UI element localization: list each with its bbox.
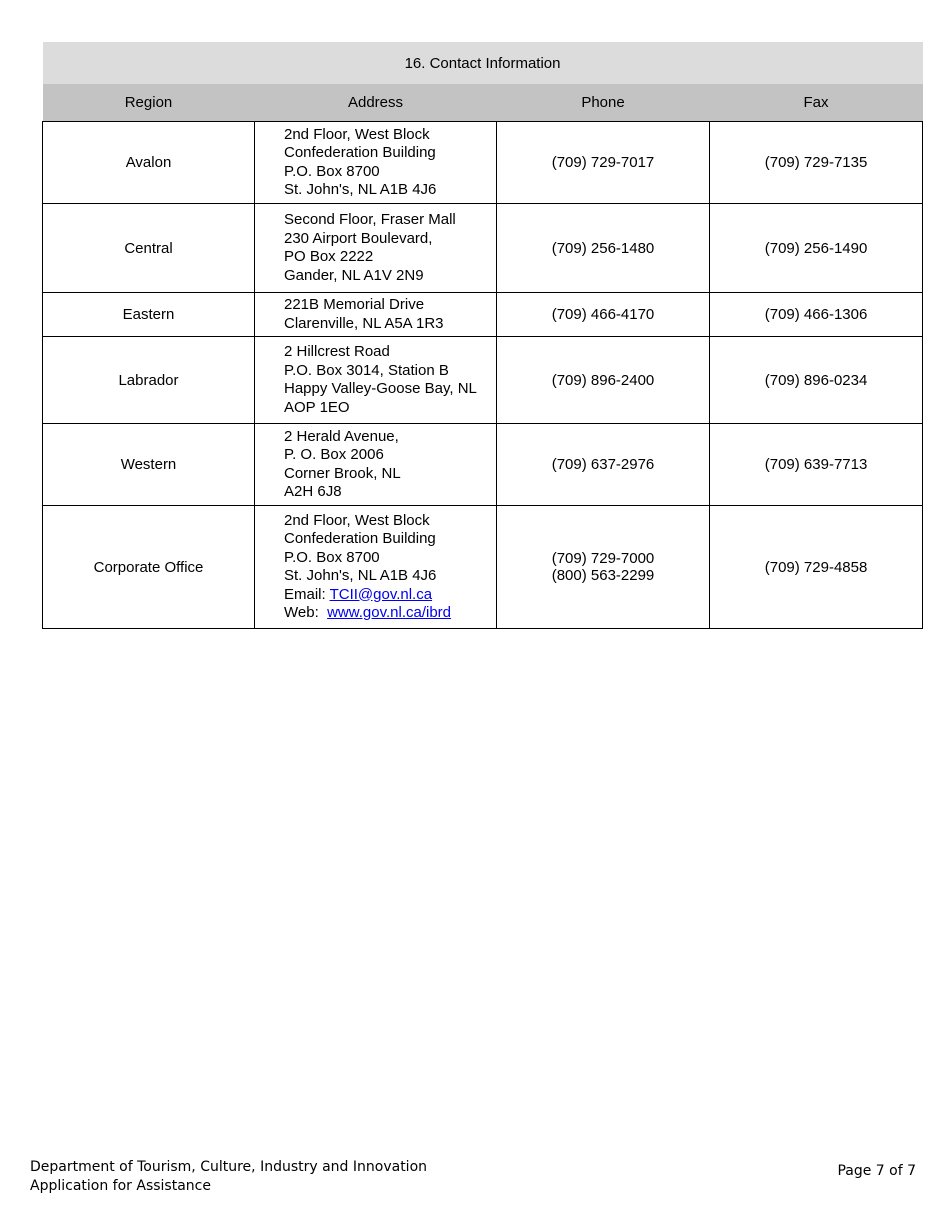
phone-number: (709) 729-7017: [551, 154, 655, 171]
address-line: P. O. Box 2006: [284, 446, 384, 463]
address-line: P.O. Box 8700: [284, 162, 380, 180]
region-cell: Corporate Office: [43, 506, 255, 629]
fax-cell: (709) 639-7713: [710, 424, 923, 506]
website-link[interactable]: www.gov.nl.ca/ibrd: [327, 604, 452, 621]
email-label: Email:: [284, 585, 330, 603]
address-line: Second Floor, Fraser Mall: [284, 211, 456, 228]
web-label: Web:: [284, 604, 328, 621]
region-cell: Labrador: [43, 337, 255, 424]
footer-department: Department of Tourism, Culture, Industry and Innovation: [30, 1159, 428, 1175]
fax-cell: (709) 729-4858: [710, 506, 923, 629]
fax-cell: (709) 256-1490: [710, 204, 923, 293]
address-line: A2H 6J8: [284, 483, 342, 500]
column-header-phone: Phone: [497, 84, 710, 122]
address-line: Corner Brook, NL: [284, 464, 401, 482]
address-line: Confederation Building: [284, 144, 436, 161]
phone-number: (709) 896-2400: [551, 371, 655, 389]
table-row-corporate-office: [43, 506, 923, 629]
table-row-western: [43, 424, 923, 506]
phone-number: (709) 637-2976: [551, 456, 655, 473]
footer-document-name: Application for Assistance: [30, 1178, 211, 1194]
address-line: AOP 1EO: [284, 398, 350, 416]
address-line: PO Box 2222: [284, 248, 374, 265]
email-link[interactable]: TCII@gov.nl.ca: [329, 585, 433, 603]
phone-number: (709) 729-7000: [551, 550, 655, 567]
address-cell: [255, 337, 497, 424]
address-line: Clarenville, NL A5A 1R3: [284, 314, 444, 332]
address-line: P.O. Box 3014, Station B: [284, 361, 449, 379]
address-cell: [255, 204, 497, 293]
address-line: 2nd Floor, West Block: [284, 125, 430, 143]
phone-cell: [497, 204, 710, 293]
fax-cell: (709) 729-7135: [710, 122, 923, 204]
address-line: Happy Valley-Goose Bay, NL: [284, 380, 477, 397]
column-header-fax: Fax: [710, 84, 923, 122]
phone-number: (709) 256-1480: [551, 239, 655, 257]
phone-cell: [497, 122, 710, 204]
address-line: 2 Herald Avenue,: [284, 427, 399, 445]
table-row-labrador: [43, 337, 923, 424]
address-line: St. John's, NL A1B 4J6: [284, 181, 437, 198]
table-row-central: [43, 204, 923, 293]
address-line: Gander, NL A1V 2N9: [284, 266, 424, 284]
address-line: 2nd Floor, West Block: [284, 511, 430, 529]
region-cell: Avalon: [43, 122, 255, 204]
address-line: St. John's, NL A1B 4J6: [284, 567, 437, 584]
table-row-avalon: [43, 122, 923, 204]
table-title-row: [43, 42, 923, 84]
column-header-region: Region: [43, 84, 255, 122]
fax-cell: (709) 896-0234: [710, 337, 923, 424]
address-line: Confederation Building: [284, 530, 436, 547]
address-cell: [255, 506, 497, 629]
phone-number: (709) 466-4170: [551, 306, 655, 323]
address-cell: [255, 424, 497, 506]
table-row-eastern: [43, 293, 923, 337]
region-cell: Eastern: [43, 293, 255, 337]
address-line: P.O. Box 8700: [284, 548, 380, 566]
page-number: Page 7 of 7: [837, 1163, 916, 1179]
phone-number-toll-free: (800) 563-2299: [551, 567, 655, 584]
page-footer: [30, 1158, 427, 1196]
column-header-address: Address: [255, 84, 497, 122]
table-title: 16. Contact Information: [43, 42, 923, 84]
address-line: 2 Hillcrest Road: [284, 343, 390, 360]
phone-cell: [497, 424, 710, 506]
address-line: 221B Memorial Drive: [284, 296, 425, 313]
region-cell: Western: [43, 424, 255, 506]
email-line: [284, 586, 492, 605]
address-cell: [255, 122, 497, 204]
phone-cell: [497, 337, 710, 424]
web-line: [284, 604, 492, 623]
region-cell: Central: [43, 204, 255, 293]
table-header-row: [43, 84, 923, 122]
fax-cell: (709) 466-1306: [710, 293, 923, 337]
phone-cell: [497, 293, 710, 337]
address-line: 230 Airport Boulevard,: [284, 229, 433, 247]
contact-information-table: [42, 42, 923, 629]
phone-cell: [497, 506, 710, 629]
address-cell: [255, 293, 497, 337]
